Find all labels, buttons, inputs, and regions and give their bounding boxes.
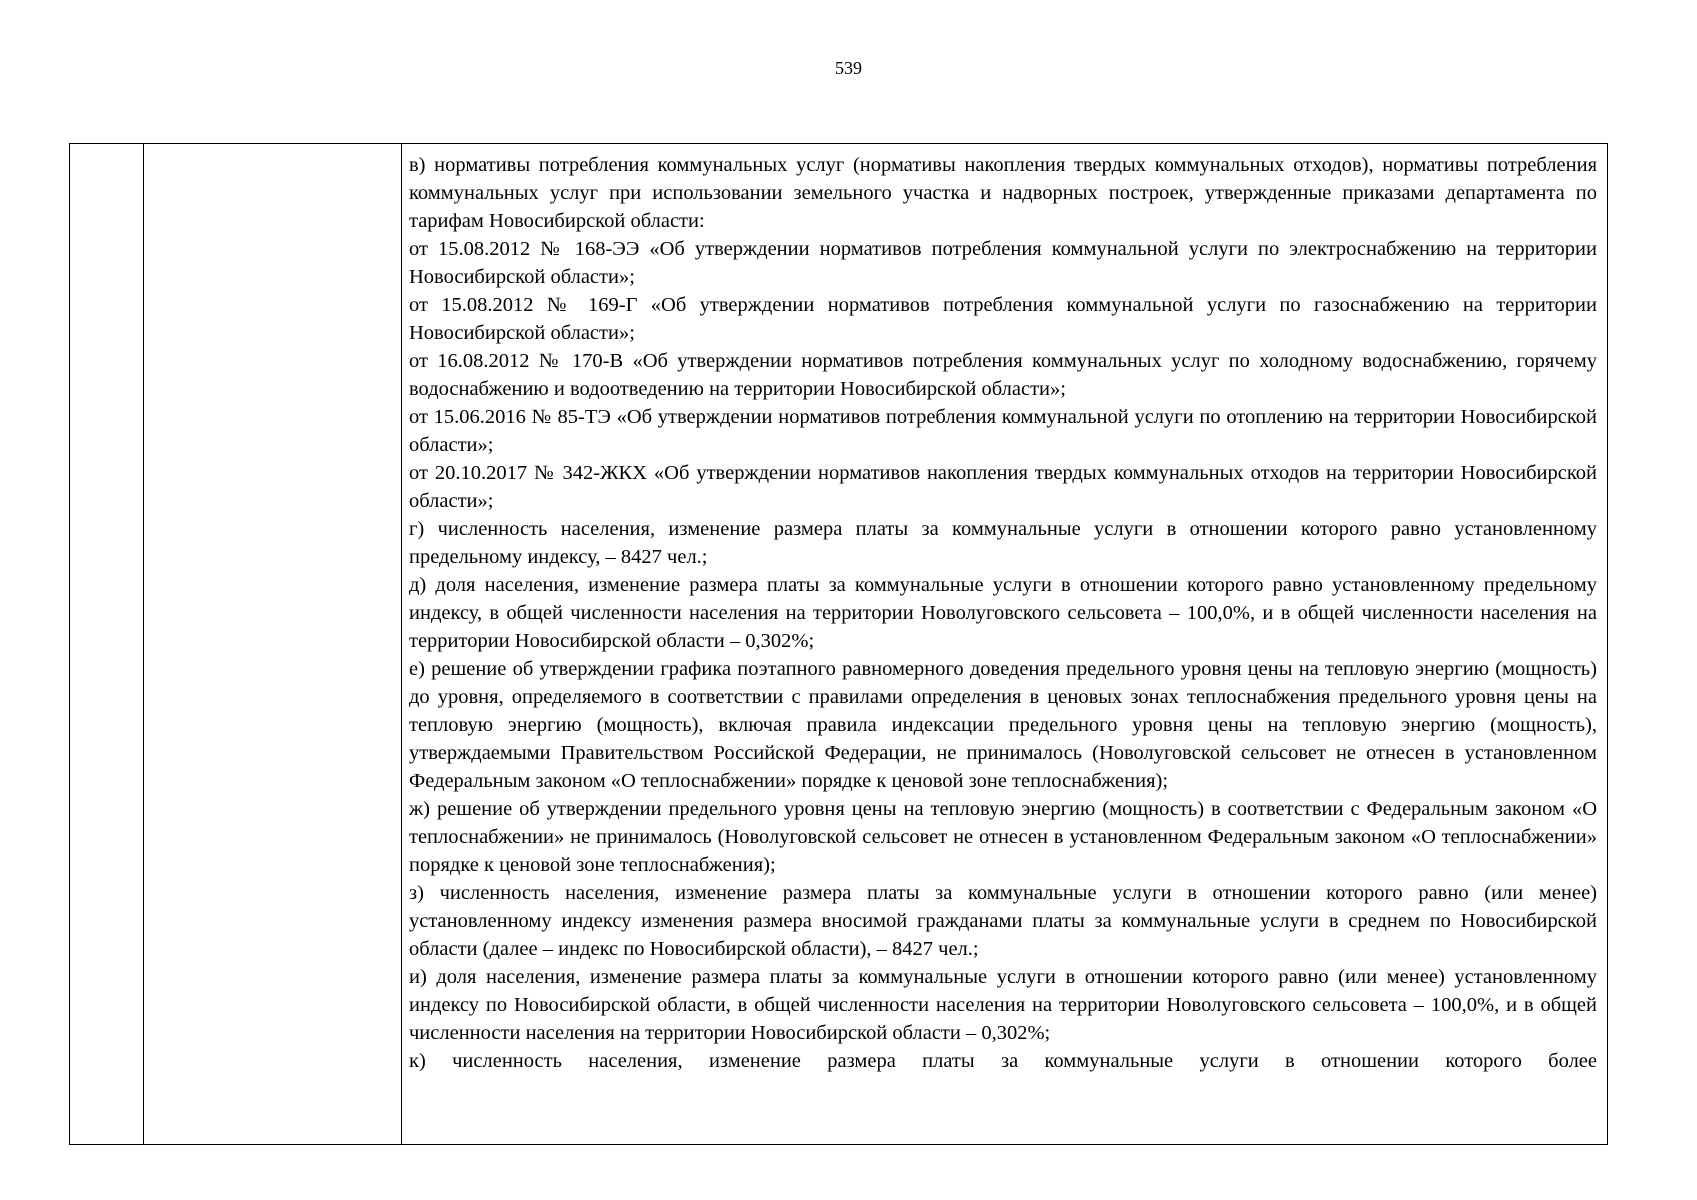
table-cell-title bbox=[144, 144, 402, 1145]
page-number: 539 bbox=[835, 58, 862, 78]
paragraph-g: г) численность населения, изменение размера платы за коммунальные услуги в отношении которого равно установленному предельному индексу, – 8427 чел.; bbox=[409, 518, 1597, 568]
paragraph-zh: ж) решение об утверждении предельного уровня цены на тепловую энергию (мощность) в соответствии с Федеральным законом «О теплоснабжении» не принималось (Новолуговской сельсовет не отнесен в установленном Федеральным законом «О теплоснабжении» порядке к ценовой зоне теплоснабжения); bbox=[409, 798, 1597, 876]
paragraph-e: е) решение об утверждении графика поэтапного равномерного доведения предельного уровня цены на тепловую энергию (мощность) до уровня, определяемого в соответствии с правилами определения в ценовых зонах теплоснабжения предельного уровня цены на тепловую энергию (мощность), включая правила индексации предельного уровня цены на тепловую энергию (мощность), утверждаемыми Правительством Российской Федерации, не принималось (Новолуговской сельсовет не отнесен в установленном Федеральным законом «О теплоснабжении» порядке к ценовой зоне теплоснабжения); bbox=[409, 658, 1597, 792]
paragraph-k: к) численность населения, изменение размера платы за коммунальные услуги в отношении которого более bbox=[409, 1050, 1597, 1072]
paragraph-order-85: от 15.06.2016 № 85-ТЭ «Об утверждении нормативов потребления коммунальной услуги по отоплению на территории Новосибирской области»; bbox=[409, 406, 1597, 456]
paragraph-i: и) доля населения, изменение размера платы за коммунальные услуги в отношении которого равно (или менее) установленному индексу по Новосибирской области, в общей численности населения на территории Новолуговского сельсовета – 100,0%, и в общей численности населения на территории Новосибирской области – 0,302%; bbox=[409, 966, 1597, 1044]
table-cell-number bbox=[70, 144, 144, 1145]
paragraph-order-170: от 16.08.2012 № 170-В «Об утверждении нормативов потребления коммунальных услуг по холодному водоснабжению, горячему водоснабжению и водоотведению на территории Новосибирской области»; bbox=[409, 350, 1597, 400]
paragraph-d: д) доля населения, изменение размера платы за коммунальные услуги в отношении которого равно установленному предельному индексу, в общей численности населения на территории Новолуговского сельсовета – 100,0%, и в общей численности населения на территории Новосибирской области – 0,302%; bbox=[409, 574, 1597, 652]
table-cell-content bbox=[402, 144, 1608, 1145]
document-table bbox=[69, 143, 1608, 1145]
table-row bbox=[70, 144, 1608, 1145]
paragraph-order-342: от 20.10.2017 № 342-ЖКХ «Об утверждении нормативов накопления твердых коммунальных отходов на территории Новосибирской области»; bbox=[409, 462, 1597, 512]
paragraph-v: в) нормативы потребления коммунальных услуг (нормативы накопления твердых коммунальных отходов), нормативы потребления коммунальных услуг при использовании земельного участка и надворных построек, утвержденные приказами департамента по тарифам Новосибирской области: bbox=[409, 154, 1597, 232]
paragraph-z: з) численность населения, изменение размера платы за коммунальные услуги в отношении которого равно (или менее) установленному индексу изменения размера вносимой гражданами платы за коммунальные услуги в среднем по Новосибирской области (далее – индекс по Новосибирской области), – 8427 чел.; bbox=[409, 882, 1597, 960]
paragraph-order-169: от 15.08.2012 № 169-Г «Об утверждении нормативов потребления коммунальной услуги по газоснабжению на территории Новосибирской области»; bbox=[409, 294, 1597, 344]
paragraph-order-168: от 15.08.2012 № 168-ЭЭ «Об утверждении нормативов потребления коммунальной услуги по электроснабжению на территории Новосибирской области»; bbox=[409, 238, 1597, 288]
